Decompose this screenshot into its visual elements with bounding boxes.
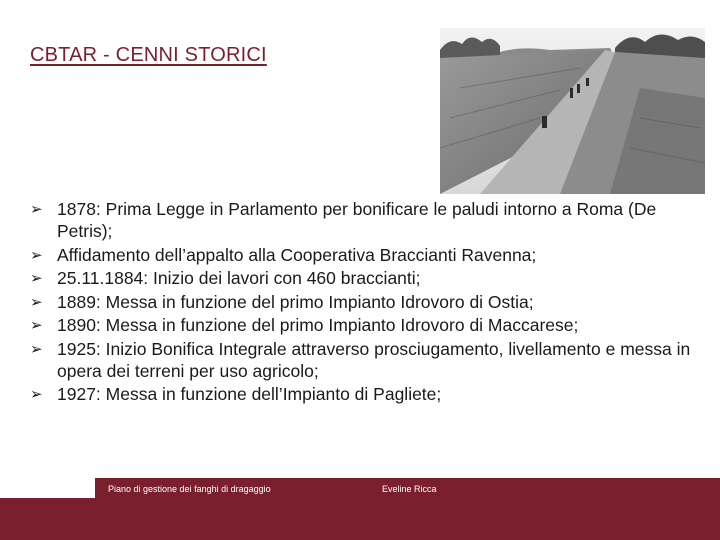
arrow-bullet-icon: ➢ <box>30 339 43 358</box>
arrow-bullet-icon: ➢ <box>30 316 43 334</box>
footer-author: Eveline Ricca <box>382 484 437 494</box>
arrow-bullet-icon: ➢ <box>30 385 43 403</box>
bullet-list <box>30 198 700 407</box>
footer-presentation-title: Piano di gestione dei fanghi di dragaggio <box>108 484 271 494</box>
list-item: ➢ 1925: Inizio Bonifica Integrale attraverso prosciugamento, livellamento e messa in opera dei terreni per uso agricolo; <box>30 338 691 381</box>
list-item: ➢ 1927: Messa in funzione dell’Impianto di Pagliete; <box>30 384 442 404</box>
list-item: ➢ Affidamento dell’appalto alla Cooperativa Braccianti Ravenna; <box>30 244 537 265</box>
arrow-bullet-icon: ➢ <box>30 200 43 218</box>
list-item: ➢ 25.11.1884: Inizio dei lavori con 460 braccianti; <box>30 268 421 288</box>
historical-photo <box>440 28 705 194</box>
list-item: ➢ 1890: Messa in funzione del primo Impianto Idrovoro di Maccarese; <box>30 315 579 335</box>
arrow-bullet-icon: ➢ <box>30 269 43 287</box>
slide-title: CBTAR - CENNI STORICI <box>30 44 267 66</box>
arrow-bullet-icon: ➢ <box>30 292 43 311</box>
footer-band <box>0 498 720 540</box>
list-item: ➢ 1889: Messa in funzione del primo Impianto Idrovoro di Ostia; <box>30 291 534 312</box>
list-item: ➢ 1878: Prima Legge in Parlamento per bonificare le paludi intorno a Roma (De Petris); <box>30 199 657 241</box>
arrow-bullet-icon: ➢ <box>30 245 43 264</box>
